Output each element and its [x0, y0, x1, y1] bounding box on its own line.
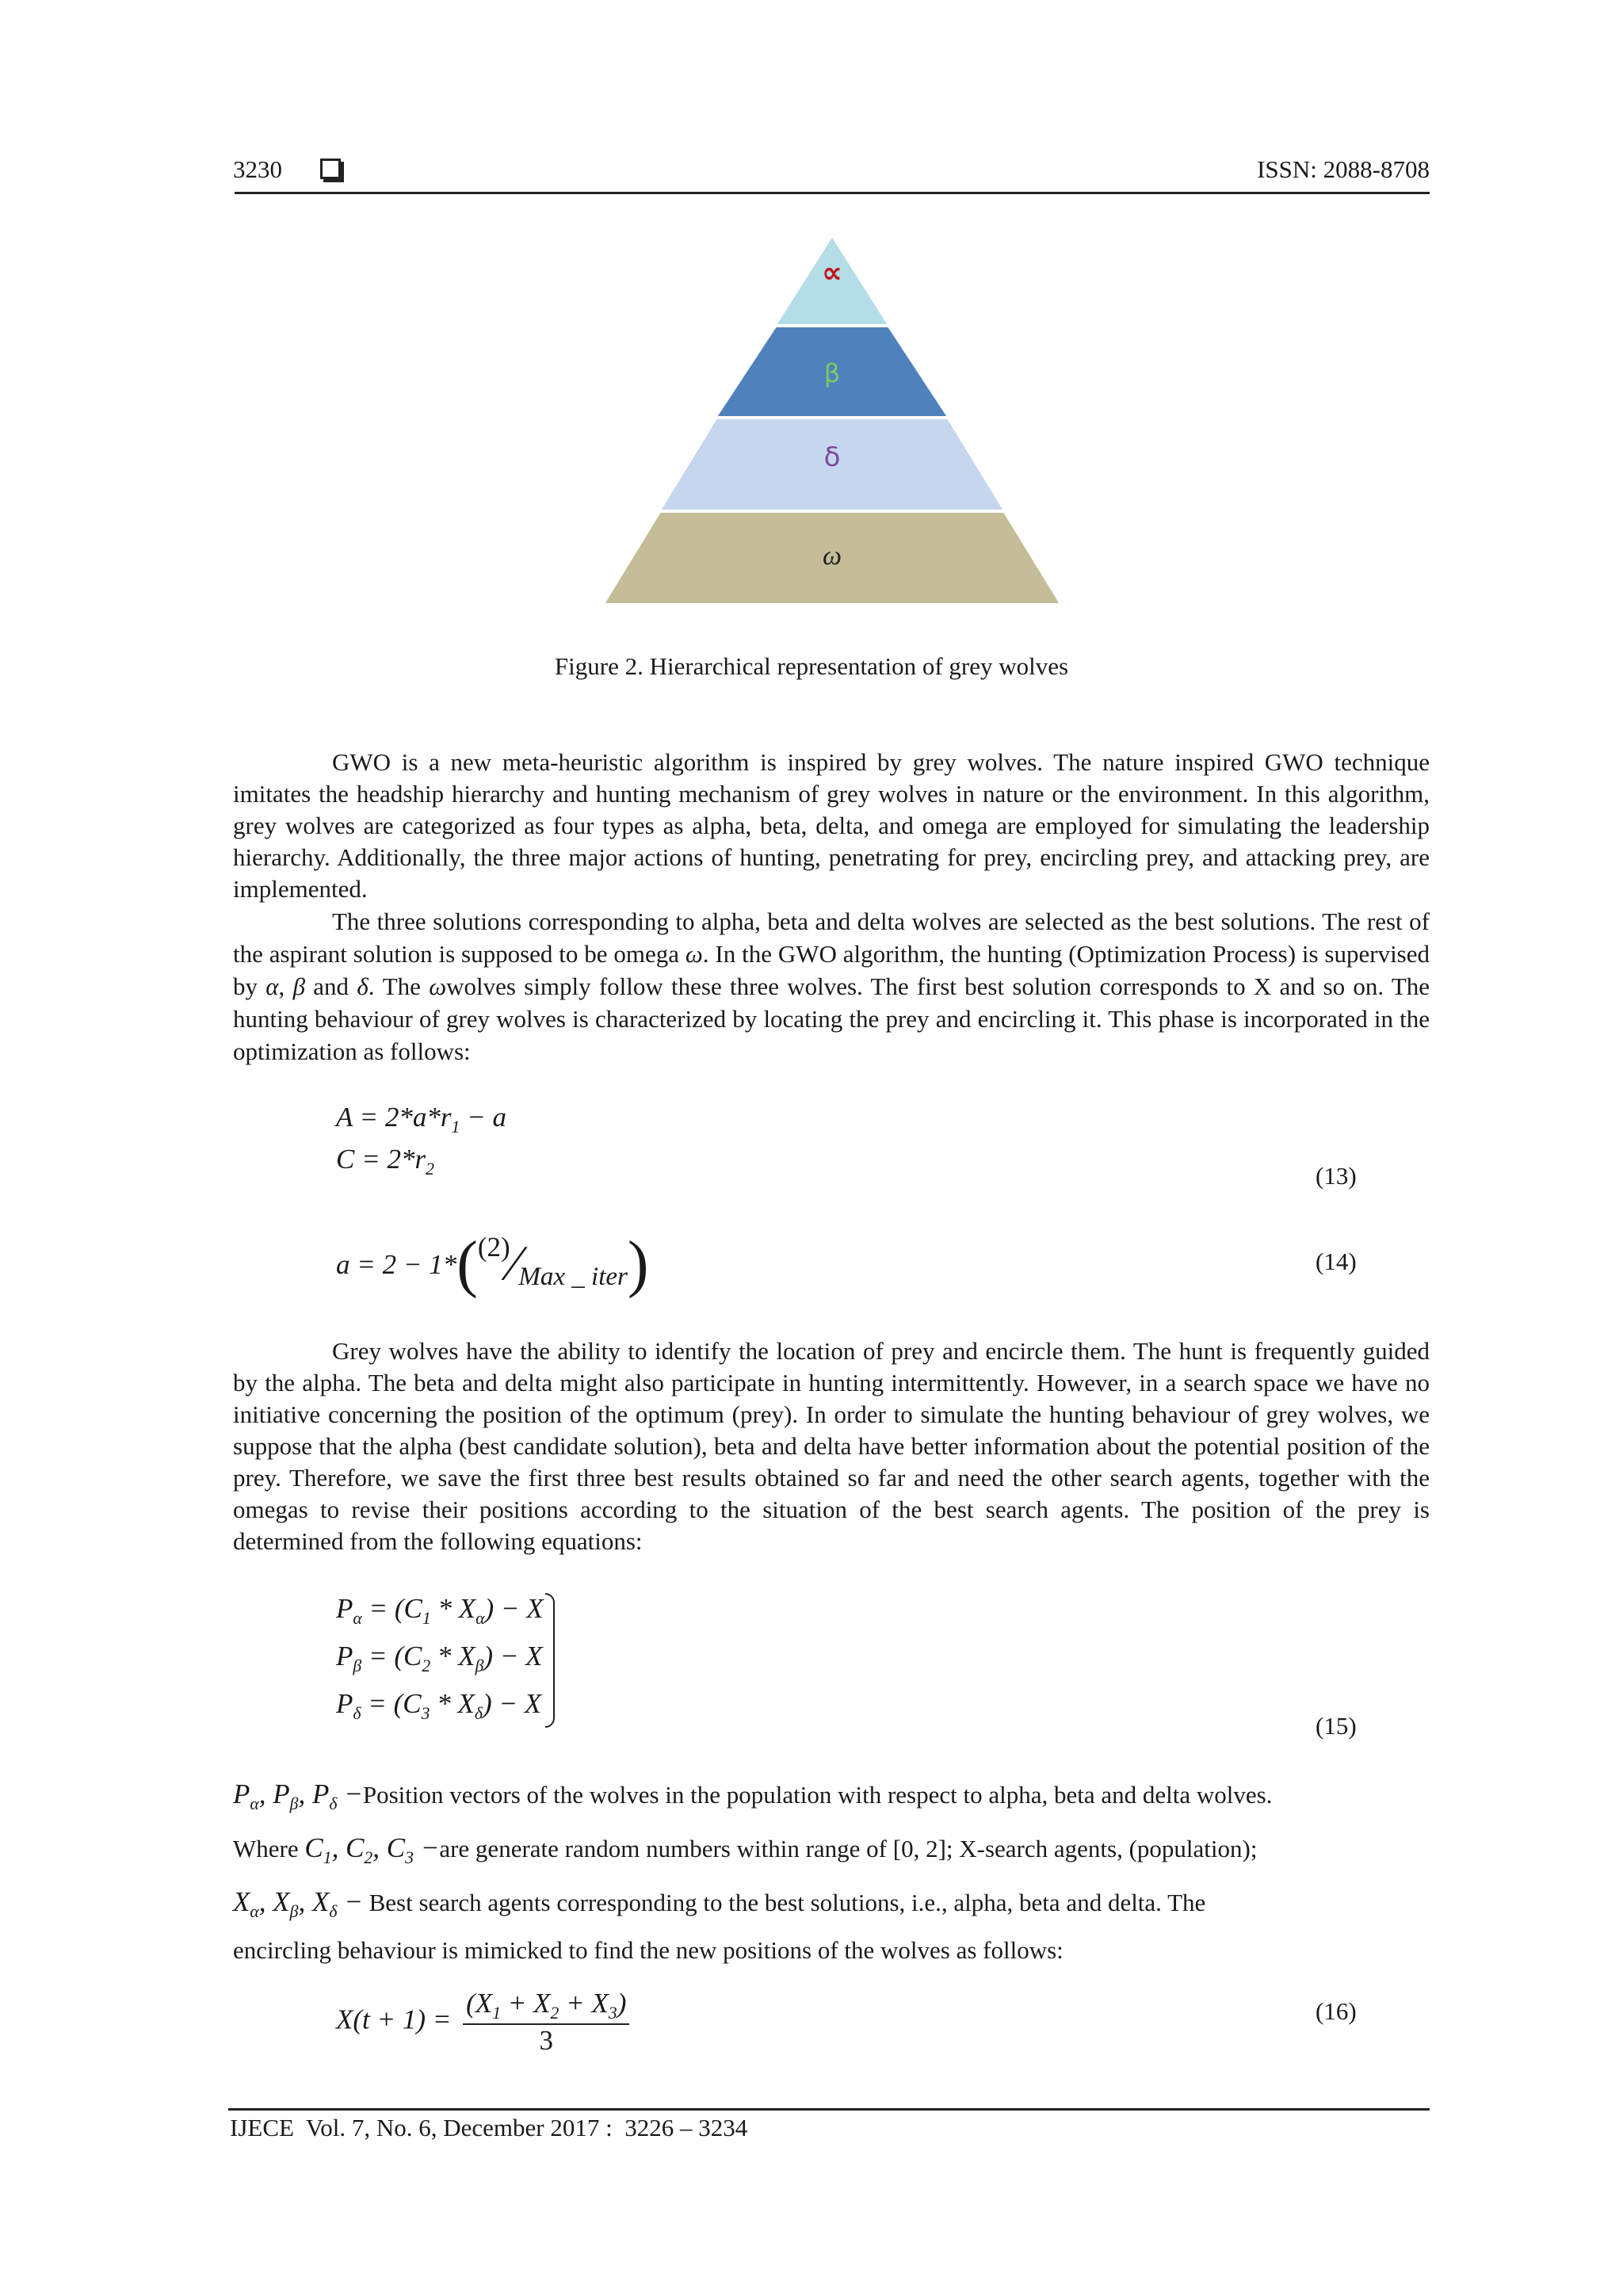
legend-line-x: $X_\alpha$, $X_\beta$, $X_\delta$ − Best search agents corresponding to the best solutions, i.e., alpha, beta and delta. The: [233, 1886, 1206, 1921]
journal-footer: IJECE Vol. 7, No. 6, December 2017 : 3226 – 3234: [230, 2114, 748, 2141]
variable-legend: [233, 1772, 1430, 1967]
header-rule: [235, 192, 1430, 194]
issn: ISSN: 2088-8708: [1257, 155, 1430, 183]
running-header-left: [233, 155, 341, 184]
legend-line-end: encircling behaviour is mimicked to find the new positions of the wolves as follows:: [233, 1936, 1064, 1964]
equation-P-alpha: $P_\alpha = (C_1 * X_\alpha) - X$: [336, 1593, 544, 1628]
figure-caption: Figure 2. Hierarchical representation of grey wolves: [554, 652, 1069, 680]
equation-P-beta: $P_\beta = (C_2 * X_\beta) - X$: [336, 1641, 543, 1675]
footer-rule: [228, 2108, 1430, 2111]
equation-P-delta: $P_\delta = (C_3 * X_\delta) - X$: [336, 1688, 542, 1723]
equation-number-15: (15): [1316, 1712, 1357, 1740]
body-text-2: [233, 1335, 1430, 1557]
equation-A: $A = 2*a*r_1 - a$: [336, 1102, 506, 1137]
omega-symbol: ω: [822, 541, 842, 571]
paragraph-hierarchy: The three solutions corresponding to alpha, beta and delta wolves are selected as the best solutions. The rest of the aspirant solution is supposed to be omega ω. In the GWO algorithm, the hunting (Optimization Process) is supervised by α, β and δ. The ωwolves simply follow these three wolves. The first best solution corresponds to X and so on. The hunting behaviour of grey wolves is characterized by locating the prey and encircling it. This phase is incorporated in the optimization as follows:: [233, 907, 1430, 1065]
equation-number-13: (13): [1316, 1162, 1357, 1190]
equation-X-update: X(t + 1) = $\frac{(X_1 + X_2 + X_3)}{3}$: [336, 1988, 629, 2057]
delta-symbol: δ: [823, 441, 841, 473]
body-text-1: [233, 747, 1430, 1068]
square-bullet-icon: [320, 159, 341, 179]
wolf-hierarchy-pyramid: [602, 230, 1062, 610]
beta-symbol: β: [823, 358, 841, 388]
equation-number-16: (16): [1316, 1997, 1357, 2025]
equation-number-14: (14): [1316, 1247, 1357, 1275]
legend-line-p: $P_\alpha$, $P_\beta$, $P_\delta$ −Position vectors of the wolves in the population with respect to alpha, beta and delta wolves.: [233, 1778, 1273, 1813]
legend-line-c: Where $C_1$, $C_2$, $C_3 -are$ generate random numbers within range of [0, 2]; X-search agents, (population);: [233, 1832, 1258, 1867]
paragraph-gwo-intro: GWO is a new meta-heuristic algorithm is inspired by grey wolves. The nature inspired GWO technique imitates the headship hierarchy and hunting mechanism of grey wolves in nature or the environment. In this algorithm, grey wolves are categorized as four types as alpha, beta, delta, and omega are employed for simulating the leadership hierarchy. Additionally, the three major actions of hunting, penetrating for prey, encircling prey, and attacking prey, are implemented.: [233, 748, 1430, 903]
alpha-symbol: ∝: [822, 257, 842, 289]
page-number: 3230: [233, 155, 282, 183]
equation-a: a = 2 − 1*((2)⁄Max _ iter): [336, 1229, 649, 1299]
equation-brace: [545, 1593, 555, 1728]
paragraph-hunting: Grey wolves have the ability to identify the location of prey and encircle them. The hunt is frequently guided by the alpha. The beta and delta might also participate in hunting intermittently. However, in a search space we have no initiative concerning the position of the optimum (prey). In order to simulate the hunting behaviour of grey wolves, we suppose that the alpha (best candidate solution), beta and delta have better information about the potential position of the prey. Therefore, we save the first three best results obtained so far and need the other search agents, together with the omegas to revise their positions according to the situation of the best search agents. The position of the prey is determined from the following equations:: [233, 1337, 1430, 1555]
equation-C: $C = 2*r_2$: [336, 1144, 434, 1179]
